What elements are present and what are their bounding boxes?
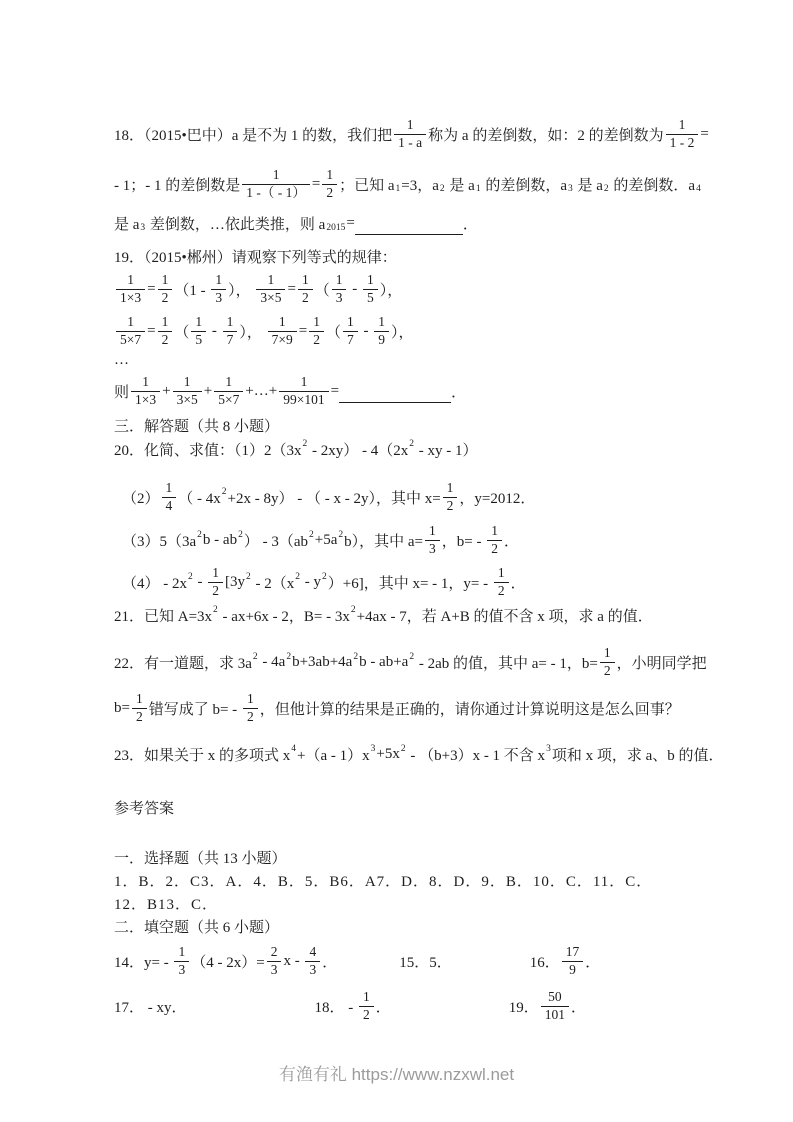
text-run: 一．选择题（共 13 小题） [114,850,287,867]
fraction [374,314,389,347]
text-run: 18．（2015•巴中）a 是不为 1 的数，我们把 [114,127,393,144]
fraction-numerator: 1 [443,480,458,497]
fraction-denominator: 3×5 [176,391,198,407]
fraction-numerator: 1 [191,314,206,331]
fraction-denominator: 3 [428,540,436,556]
text-run: 17． - xy． [114,999,187,1016]
subscript: 3 [140,223,146,233]
subscript: 2015 [326,223,346,233]
text-run: = [147,280,156,297]
fraction [279,374,328,407]
text-run: b - ab+a [359,653,409,670]
fraction-numerator: 1 [173,374,202,391]
fraction-numerator: 1 [174,944,189,961]
text-run: 的差倒数．a [609,177,696,194]
fraction-denominator: 7 [346,331,354,347]
fraction-denominator: 7×9 [271,331,293,347]
fraction-numerator: 2 [267,944,282,961]
superscript: 2 [400,744,406,754]
superscript: 2 [188,572,193,582]
fraction [116,314,145,347]
text-run: - [359,322,373,339]
subscript: 2 [603,184,609,194]
fraction-numerator: 1 [208,565,223,582]
fill-answers-1 [114,938,690,984]
text-run: ，小明同学把 [616,655,707,672]
fraction-denominator: 1 -（ - 1） [246,184,306,200]
choice-title [114,845,690,869]
text-run: - ax+6x - 2，B= - 3x [218,608,350,625]
fraction [343,314,358,347]
text-run: ）， [239,324,266,341]
superscript: 2 [197,530,202,540]
fraction-numerator: 1 [394,117,426,134]
text-run: ；已知 a [339,177,395,194]
fraction [267,944,282,977]
text-run: +…+ [245,382,278,399]
fraction-numerator: 1 [243,691,258,708]
text-run: 16． [529,954,560,971]
text-run: - 4a [258,653,286,670]
fraction-denominator: 2 [161,289,169,305]
fraction-denominator: 3 [309,961,317,977]
text-run: = [330,382,340,399]
fraction-denominator: 1×3 [135,391,157,407]
text-run: = [700,125,709,142]
superscript: 2 [246,572,251,582]
q21 [114,603,690,627]
q19-title [114,244,690,268]
fraction-denominator: 2 [301,289,309,305]
fraction-denominator: 1×3 [120,289,142,305]
fraction-denominator: 101 [544,1006,566,1022]
fraction-numerator: 1 [666,117,699,134]
text-run: ． [322,954,338,971]
fraction [158,272,173,305]
fraction [443,480,458,513]
text-run: ． [462,216,478,233]
fraction-numerator: 1 [211,272,226,289]
text-run: + [203,382,213,399]
fraction [173,374,202,407]
fraction-denominator: 2 [491,540,498,556]
text-run: 19． [508,999,539,1016]
text-run: 参考答案 [114,800,175,817]
text-run: 项和 x 项，求 a、b 的值． [551,747,724,764]
fraction [394,117,426,150]
text-run: =3，a [401,177,439,194]
fraction [208,565,223,598]
fraction-numerator: 1 [359,989,374,1006]
fraction-denominator: 3 [178,961,186,977]
text-run: 是 a [114,216,140,233]
text-run: b+3ab+4a [292,653,353,670]
fraction-numerator: 1 [332,272,347,289]
fraction [305,944,320,977]
fraction [322,167,337,200]
subscript: 4 [696,184,701,194]
fraction-denominator: 2 [603,662,611,678]
fraction-numerator: 1 [322,167,337,184]
fraction-denominator: 3×5 [260,289,282,305]
worksheet-content [114,110,724,1028]
text-run: = [287,280,296,297]
fraction-denominator: 9 [569,961,576,977]
fraction-numerator: 4 [305,944,320,961]
text-run: ． [571,999,587,1016]
text-run: 的差倒数，a [481,177,567,194]
fraction [600,645,615,678]
superscript: 2 [286,652,292,662]
text-run: 差倒数，…依此类推，则 a [146,216,326,233]
fraction-numerator: 1 [223,314,238,331]
superscript: 2 [221,487,227,497]
text-run: +5a [314,531,338,548]
superscript: 2 [350,605,356,615]
text-run: 三．解答题（共 8 小题） [114,418,280,435]
fill-answers-2 [114,984,690,1028]
fraction-numerator: 1 [343,314,358,331]
text-run: （4 - 2x）= [191,954,265,971]
superscript: 2 [308,530,314,540]
fraction-denominator: 5 [366,289,374,305]
fraction-denominator: 99×101 [283,391,325,407]
q18-line1 [114,110,709,158]
text-run: 23．如果关于 x 的多项式 x [114,747,291,764]
fraction-denominator: 2 [363,1006,370,1022]
text-run: ． [503,533,519,550]
answers-title [114,795,690,819]
fraction-numerator: 1 [158,272,173,289]
text-run: - y [301,573,321,590]
q19-eq-row2 [114,310,690,352]
text-run: （ [314,282,330,299]
superscript: 2 [252,652,258,662]
fraction [332,272,347,305]
text-run: b - ab [202,531,238,548]
superscript: 2 [295,572,300,582]
fraction [562,944,584,977]
text-run: ）， [390,324,414,341]
superscript: 2 [409,652,415,662]
text-run: + [162,382,171,399]
fraction-denominator: 2 [326,184,334,200]
superscript: 4 [291,744,297,754]
fraction [298,272,313,305]
q20-part4 [114,561,690,603]
text-run: ，但他计算的结果是正确的，请你通过计算说明这是怎么回事？ [259,701,680,718]
fraction-numerator: 1 [256,272,285,289]
fraction-numerator: 1 [494,565,509,582]
text-run: - （b+3）x - 1 不含 x [406,747,546,764]
text-run: ）， [228,282,255,299]
text-run: 是 a [445,177,475,194]
text-run: - 2xy） - 4（2x [308,442,409,459]
fraction-numerator: 1 [242,167,310,184]
superscript: 2 [322,572,327,582]
fraction-denominator: 3 [335,289,343,305]
section3-title [114,413,690,437]
fraction-denominator: 2 [135,708,143,724]
text-run: - 2（x [251,575,295,592]
subscript: 3 [567,184,573,194]
superscript: 2 [213,605,218,615]
fraction [214,374,243,407]
text-run: 14．y= - [114,954,173,971]
fraction-denominator: 7 [226,331,234,347]
q20-part1 [114,437,690,461]
text-run: ）， [379,282,403,299]
fraction-denominator: 5×7 [218,391,240,407]
text-run: - xy - 1） [415,442,478,459]
text-run: （ [325,324,341,341]
text-run: +5x [376,745,400,762]
choice-answers-1 [114,869,690,892]
fraction [132,691,147,724]
superscript: 3 [546,744,551,754]
fraction [256,272,285,305]
fraction-denominator: 5×7 [120,331,142,347]
superscript: 3 [370,744,376,754]
fraction-numerator: 1 [363,272,378,289]
fraction-denominator: 3 [270,961,278,977]
fraction-denominator: 2 [446,497,454,513]
fraction [162,480,177,513]
q18-line3 [114,210,690,236]
text-run: 18． - [314,999,357,1016]
fraction-denominator: 2 [212,582,219,598]
text-run: 错写成了 b= - [148,701,241,718]
fraction [541,989,569,1022]
text-run: 20．化简、求值：（1）2（3x [114,442,302,459]
q23 [114,741,724,767]
text-run: … [114,352,129,368]
fraction-numerator: 50 [541,989,569,1006]
text-run: （4） - 2x [122,575,187,592]
fraction-numerator: 1 [425,523,440,540]
text-run: ） - 3（ab [243,533,308,550]
subscript: 2 [439,184,445,194]
fraction-denominator: 2 [246,708,254,724]
q22-line1 [114,639,707,685]
fraction [363,272,378,305]
fraction-numerator: 1 [374,314,389,331]
text-run: - [208,322,221,339]
fraction [116,272,145,305]
q19-eq-row1 [114,268,690,310]
text-run: +4ax - 7，若 A+B 的值不含 x 项，求 a 的值． [356,608,653,625]
q19-ellipsis [114,352,690,369]
text-run: ． [585,954,601,971]
fraction-denominator: 1 - a [398,134,423,150]
text-run: ，b= - [441,533,486,550]
superscript: 2 [409,439,415,449]
text-run: （ [174,324,190,341]
fraction-denominator: 4 [165,497,173,513]
fraction-denominator: 2 [161,331,169,347]
text-run: ． [375,999,391,1016]
fraction-numerator: 1 [116,314,145,331]
fraction-denominator: 5 [195,331,203,347]
text-run: （3）5（3a [122,533,197,550]
fraction-numerator: 1 [162,480,177,497]
subscript: 1 [475,184,481,194]
fraction [243,691,258,724]
text-run: b= [114,699,130,716]
fraction [494,565,509,598]
q20-part3 [114,519,690,561]
text-run: （ - 4x [178,490,221,507]
fraction-numerator: 1 [132,691,147,708]
text-run: ，y=2012． [459,490,536,507]
text-run: [3y [225,573,245,590]
q19-sum [114,369,690,413]
fraction-numerator: 1 [279,374,328,391]
text-run: x - [283,952,304,969]
fraction [223,314,238,347]
superscript: 2 [338,530,344,540]
fraction-denominator: 3 [215,289,223,305]
text-run: = [311,175,321,192]
superscript: 2 [353,652,359,662]
text-run: ． [451,384,467,401]
answer-blank [355,219,463,235]
fraction [359,989,374,1022]
q22-line2 [114,685,690,731]
fraction [191,314,206,347]
page-footer [0,1060,793,1085]
fraction-numerator: 1 [214,374,243,391]
text-run: +2x - 8y） - （ - x - 2y），其中 x= [227,490,441,507]
text-run: - 2ab 的值，其中 a= - 1，b= [415,655,598,672]
fraction [666,117,699,150]
fraction-numerator: 1 [131,374,160,391]
fraction-numerator: 1 [298,272,313,289]
text-run: 19．（2015•郴州）请观察下列等式的规律： [114,249,397,266]
text-run: 是 a [573,177,603,194]
text-run: （2） [122,490,160,507]
text-run: ． [510,575,526,592]
fraction [242,167,310,200]
subscript: 1 [395,184,401,194]
text-run: 1．B．2．C3．A．4．B．5．B6．A7．D．8．D．9．B．10．C．11．C． [114,874,653,890]
fraction-numerator: 1 [309,314,324,331]
answer-blank [339,387,451,403]
text-run: 则 [114,384,130,401]
fraction [211,272,226,305]
fraction-numerator: 17 [562,944,584,961]
text-run: 22．有一道题，求 3a [114,655,252,672]
text-run: 二．填空题（共 6 小题） [114,920,280,936]
fraction [174,944,189,977]
fraction [309,314,324,347]
fraction-denominator: 9 [378,331,385,347]
text-run: - [193,573,207,590]
q18-line2 [114,158,701,210]
fraction-numerator: 1 [158,314,173,331]
text-run: （1 - [174,282,210,299]
text-run: 21．已知 A=3x [114,608,213,625]
superscript: 2 [238,530,243,540]
text-run: = [147,322,156,339]
superscript: 2 [302,439,308,449]
text-run: - [348,280,361,297]
fraction-denominator: 2 [497,582,505,598]
text-run: 12．B13．C． [114,897,219,913]
fraction [131,374,160,407]
fraction [425,523,440,556]
fraction [268,314,297,347]
fill-title [114,915,690,938]
fraction-numerator: 1 [600,645,615,662]
choice-answers-2 [114,892,690,915]
fraction [158,314,173,347]
fraction-numerator: 1 [268,314,297,331]
text-run: = [346,214,355,231]
fraction-numerator: 1 [487,523,502,540]
text-run: 称为 a 的差倒数，如：2 的差倒数为 [428,127,664,144]
fraction-denominator: 2 [313,331,320,347]
text-run: +（a - 1）x [297,747,370,764]
fraction-denominator: 1 - 2 [669,134,695,150]
text-run: - 1；- 1 的差倒数是 [114,177,241,194]
text-run: ）+6]，其中 x= - 1，y= - [327,575,492,592]
q20-part2 [114,475,690,519]
text-run: 15．5． [399,954,452,971]
text-run: = [298,322,308,339]
fraction [487,523,502,556]
fraction-numerator: 1 [116,272,145,289]
text-run: b），其中 a= [344,533,423,550]
footer-watermark-text: 有渔有礼 https://www.nzxwl.net [278,1065,515,1084]
